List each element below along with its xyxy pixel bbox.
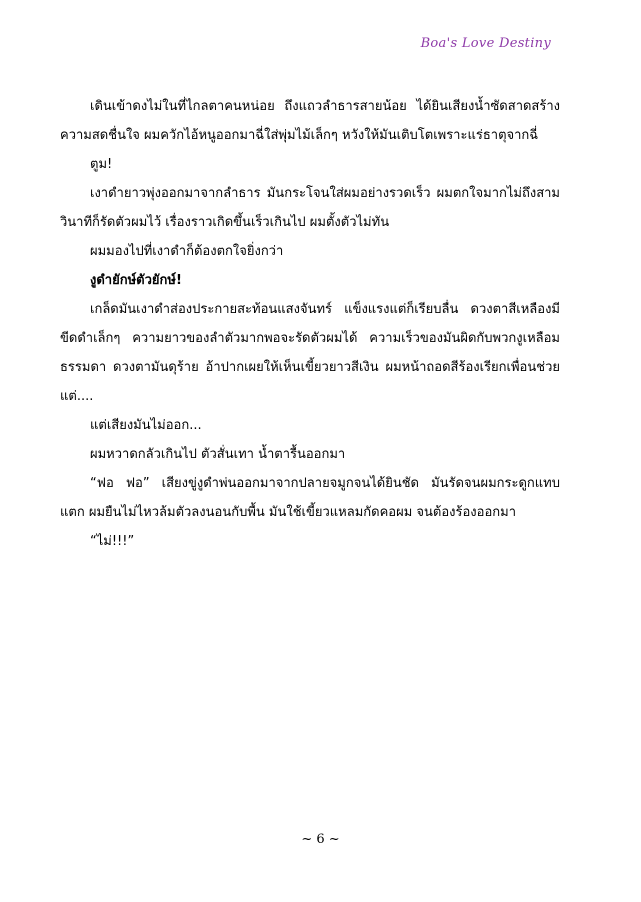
page-number: ~ 6 ~	[301, 832, 340, 847]
paragraph: “ไม่!!!”	[90, 534, 135, 549]
emphasized-paragraph: งูดำยักษ์ตัวยักษ์!	[90, 273, 182, 288]
paragraph: ผมหวาดกลัวเกินไป ตัวสั่นเทา น้ำตารื้นออกมา	[90, 447, 346, 462]
running-header-title: Boa's Love Destiny	[420, 36, 551, 51]
paragraph: เงาดำยาวพุ่งออกมาจากลำธาร มันกระโจนใส่ผมอย่างรวดเร็ว ผมตกใจมากไม่ถึงสามวินาทีก็รัดตัวผมไว้ เรื่องราวเกิดขึ้นเร็วเกินไป ผมตั้งตัวไม่ทัน	[60, 186, 560, 230]
paragraph: แต่เสียงมันไม่ออก...	[90, 418, 202, 433]
paragraph: ตูม!	[90, 157, 113, 172]
paragraph: “ฟอ ฟอ” เสียงขู่งูดำพ่นออกมาจากปลายจมูกจนได้ยินชัด มันรัดจนผมกระดูกแทบแตก ผมยืนไม่ไหวล้มตัวลงนอนกับพื้น มันใช้เขี้ยวแหลมกัดคอผม จนต้องร้องออกมา	[60, 476, 560, 520]
paragraph: เกล็ดมันเงาดำส่องประกายสะท้อนแสงจันทร์ แข็งแรงแต่ก็เรียบลื่น ดวงตาสีเหลืองมีขีดดำเล็กๆ ความยาวของลำตัวมากพอจะรัดตัวผมได้ ความเร็วของมันผิดกับพวกงูเหลือมธรรมดา ดวงตามันดุร้าย อ้าปากเผยให้เห็นเขี้ยวยาวสีเงิน ผมหน้าถอดสีร้องเรียกเพื่อนช่วย แต่....	[60, 302, 560, 404]
paragraph: ผมมองไปที่เงาดำก็ต้องตกใจยิ่งกว่า	[90, 244, 284, 259]
body-text	[60, 92, 560, 556]
paragraph: เดินเข้าดงไม่ในที่ไกลตาคนหน่อย ถึงแถวลำธารสายน้อย ได้ยินเสียงน้ำซัดสาดสร้างความสดชื่นใจ ผมควักไอ้หนูออกมาฉี่ใส่พุ่มไม้เล็กๆ หวังให้มันเติบโตเพราะแร่ธาตุจากฉี่	[60, 99, 560, 143]
